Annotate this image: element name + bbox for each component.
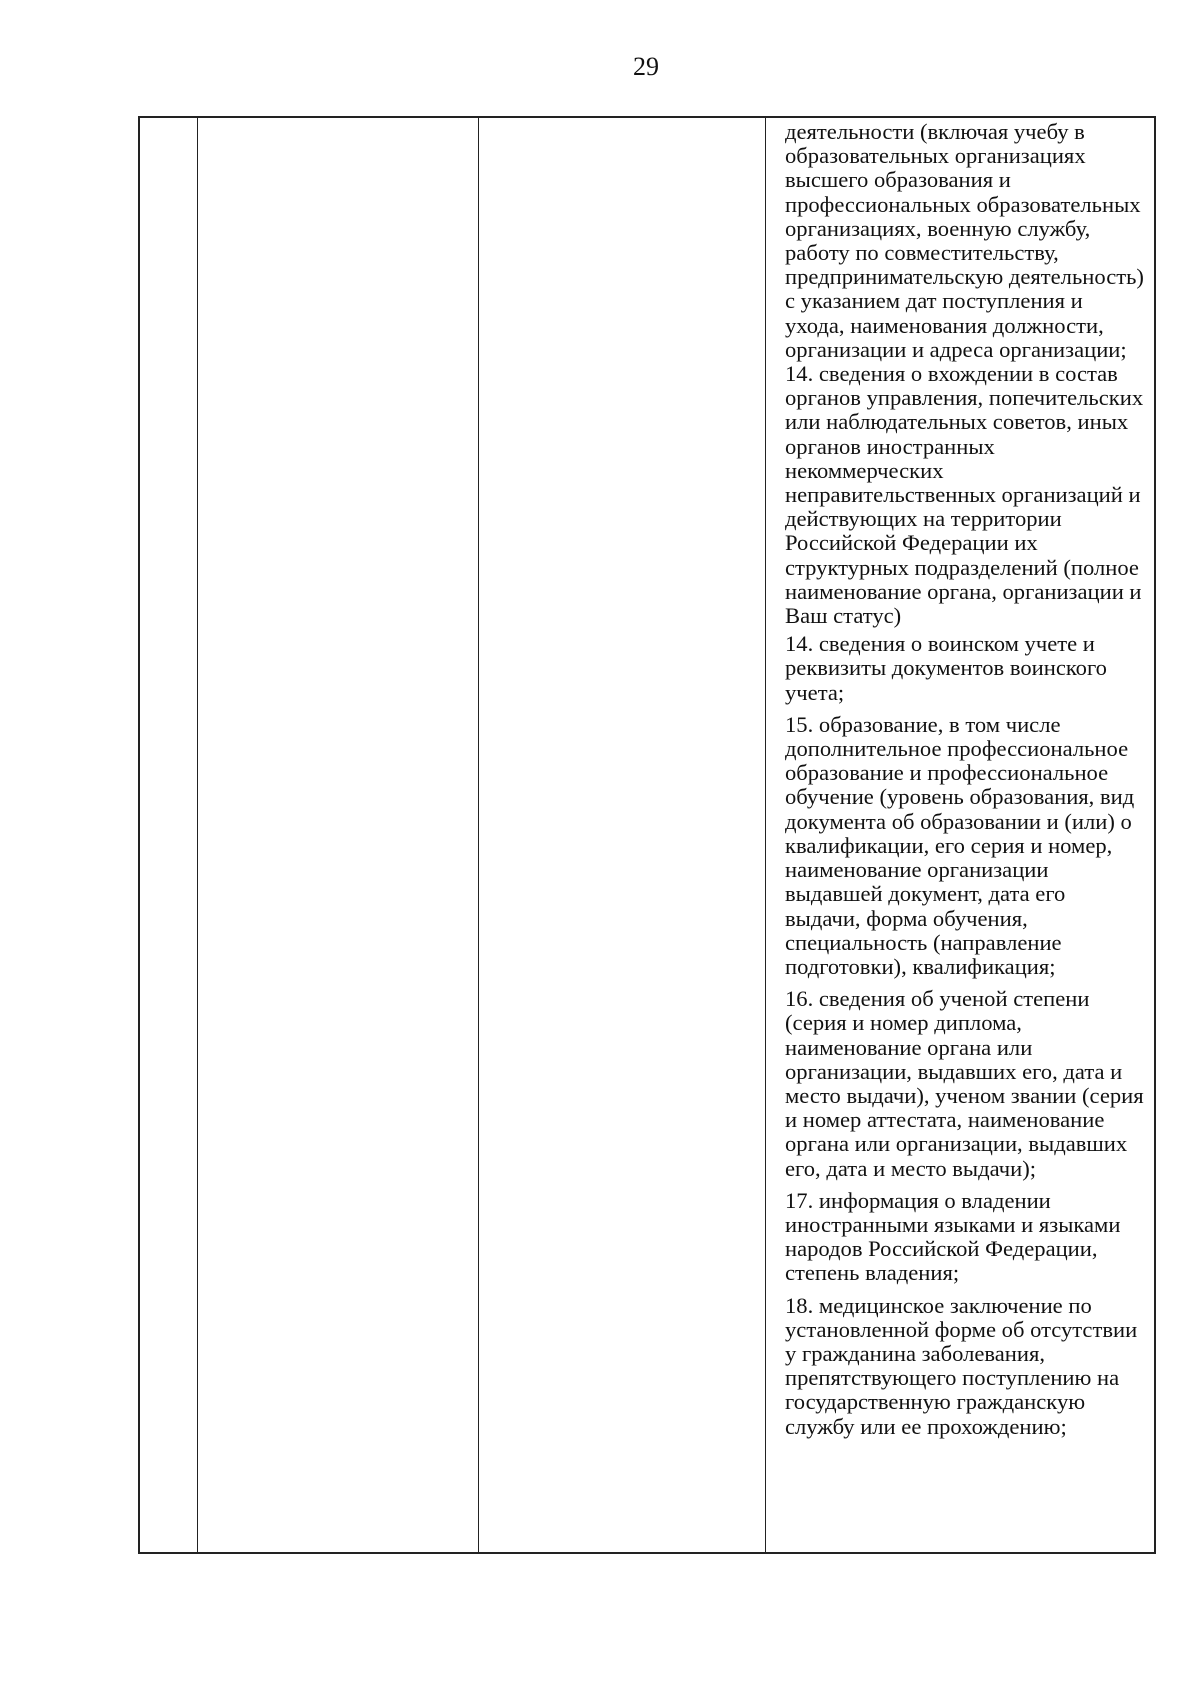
column-divider-3	[765, 118, 766, 1552]
page-number: 29	[633, 52, 659, 81]
list-item: деятельности (включая учебу в образовательных организациях высшего образования и профессиональных образовательных организациях, военную службу, работу по совместительству, предпринимательскую деятельность) с указанием дат поступления и ухода, наименования должности, организации и адреса организации; 14. сведения о вхождении в состав органов управления, попечительских или наблюдательных советов, иных органов иностранных некоммерческих неправительственных организаций и действующих на территории Российской Федерации их структурных подразделений (полное наименование органа, организации и Ваш статус)	[785, 119, 1144, 629]
document-table	[138, 116, 1156, 1554]
list-item: 18. медицинское заключение по установленной форме об отсутствии у гражданина заболевания, препятствующего поступлению на государственную гражданскую службу или ее прохождению;	[785, 1292, 1138, 1439]
column-divider-2	[478, 118, 479, 1552]
list-item: 16. сведения об ученой степени (серия и номер диплома, наименование органа или организации, выдавших его, дата и место выдачи), ученом звании (серия и номер аттестата, наименование органа или организации, выдавших его, дата и место выдачи);	[785, 986, 1144, 1181]
list-item: 15. образование, в том числе дополнительное профессиональное образование и профессиональное обучение (уровень образования, вид документа об образовании и (или) о квалификации, его серия и номер, наименование организации выдавшей документ, дата его выдачи, форма обучения, специальность (направление подготовки), квалификация;	[785, 711, 1135, 979]
list-item: 17. информация о владении иностранными языками и языками народов Российской Федерации, степень владения;	[785, 1187, 1121, 1286]
column-divider-1	[197, 118, 198, 1552]
list-item: 14. сведения о воинском учете и реквизиты документов воинского учета;	[785, 631, 1107, 705]
documents-list-cell	[777, 118, 1154, 1552]
